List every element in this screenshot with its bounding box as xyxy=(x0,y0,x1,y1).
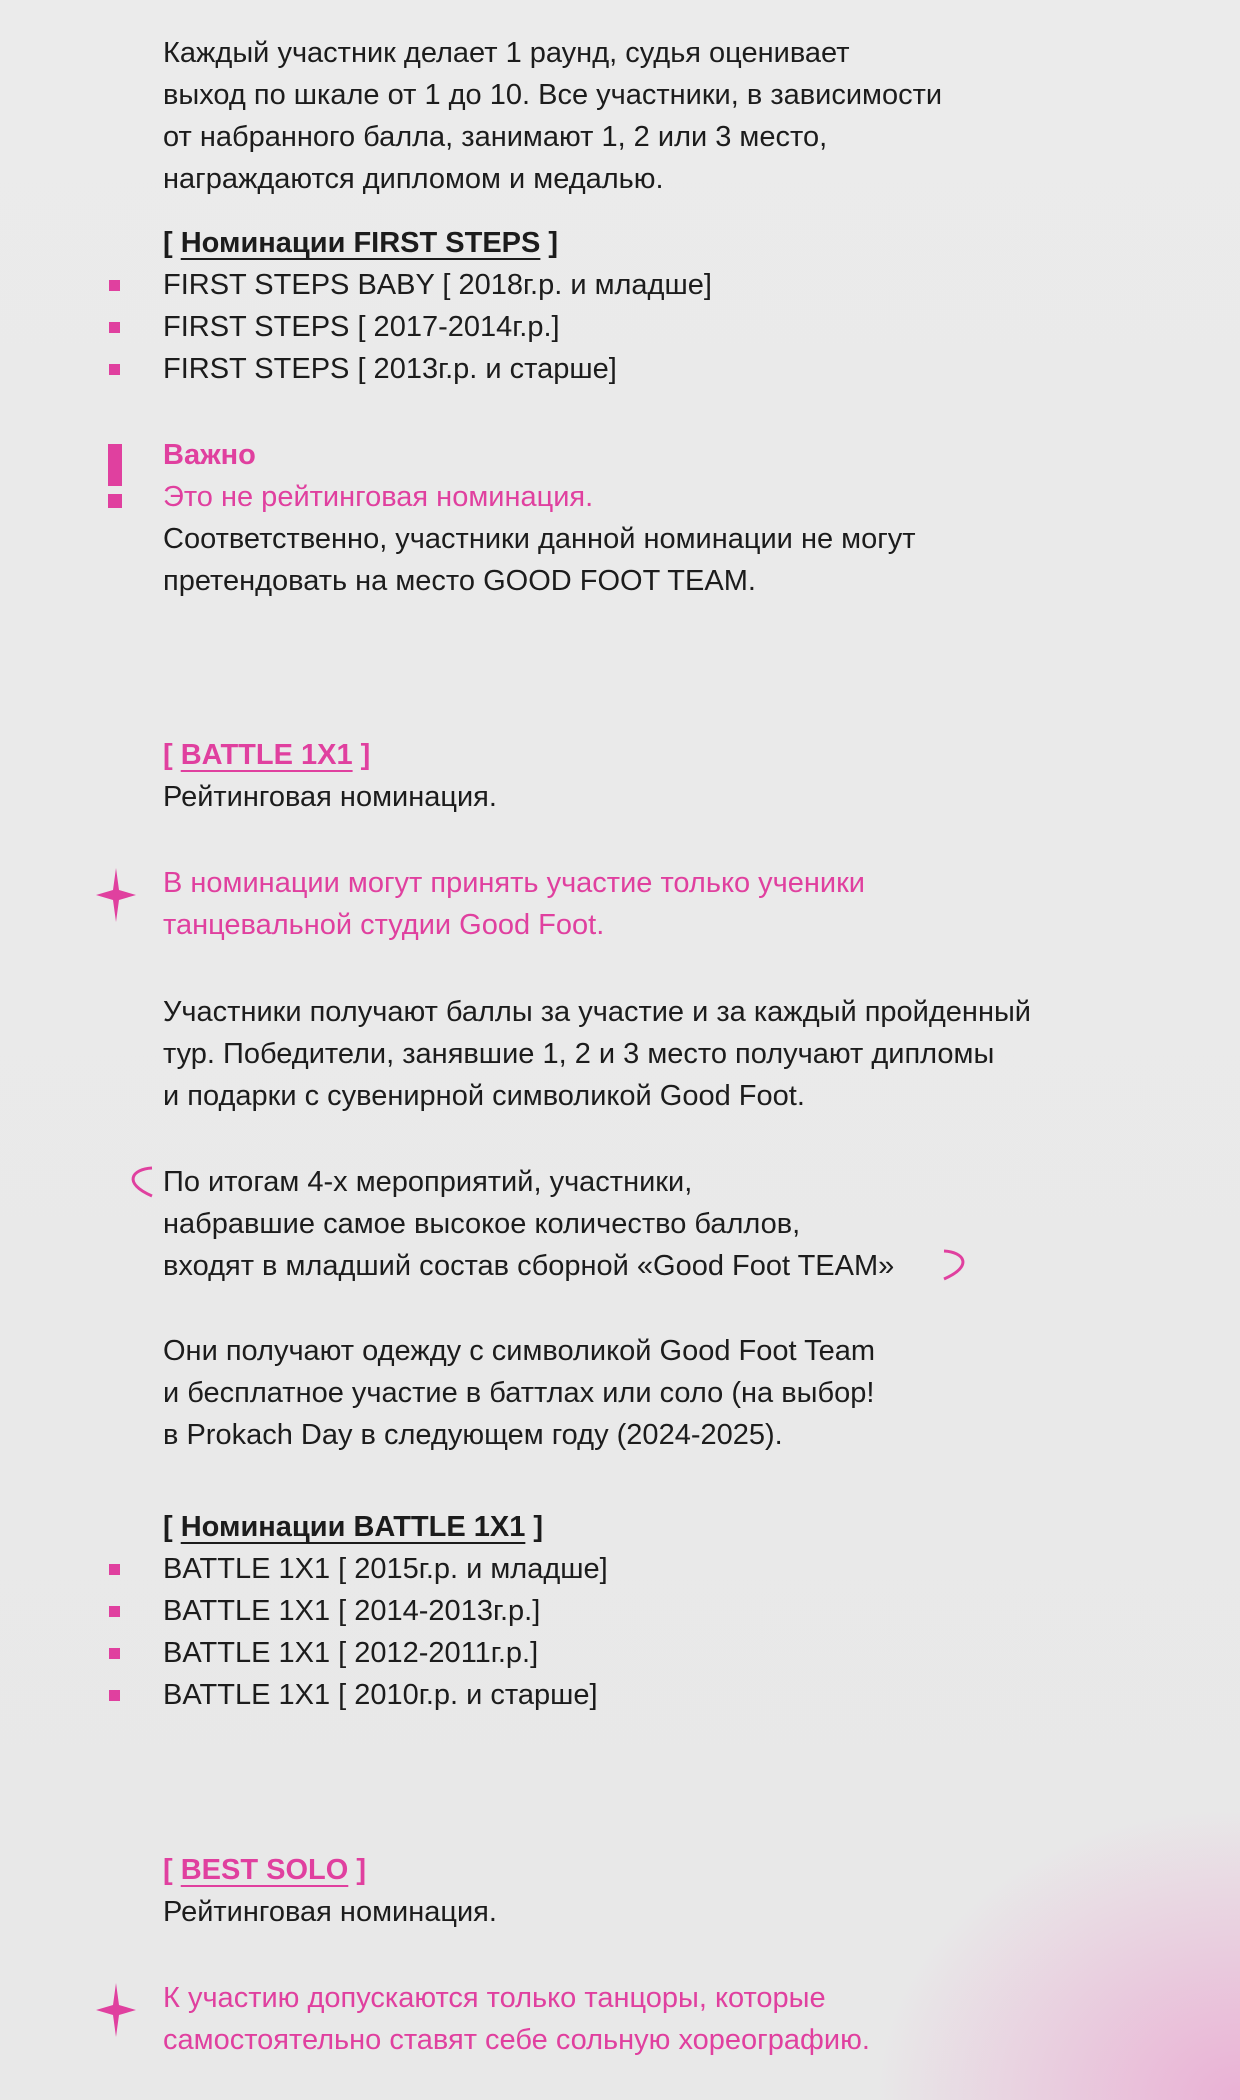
battle-list-heading-text: Номинации BATTLE 1X1 xyxy=(180,1511,526,1543)
battle-points-text: Участники получают баллы за участие и за каждый пройденный тур. Победители, занявшие 1, 2 и 3 место получают дипломы и подарки с сувенирной символикой Good Foot. xyxy=(163,996,1032,1112)
battle-points-section xyxy=(163,991,1223,1117)
list-item: FIRST STEPS [ 2013г.р. и старше] xyxy=(163,348,1123,390)
first-steps-section xyxy=(163,222,1123,390)
bullet-square-icon xyxy=(109,322,120,333)
battle-team-section xyxy=(163,1161,1123,1287)
important-section xyxy=(163,434,1123,602)
bullet-square-icon xyxy=(109,1564,120,1575)
battle-list-heading: [ Номинации BATTLE 1X1 ] xyxy=(163,1511,544,1543)
open-arc-icon xyxy=(122,1165,156,1199)
list-item: BATTLE 1X1 [ 2015г.р. и младше] xyxy=(163,1548,1123,1590)
bullet-square-icon xyxy=(109,364,120,375)
battle-list-section xyxy=(163,1506,1123,1716)
first-steps-list xyxy=(163,264,1123,390)
battle-rewards-section xyxy=(163,1330,1123,1456)
best-solo-note-section xyxy=(163,1977,1123,2061)
intro-text: Каждый участник делает 1 раунд, судья оценивает выход по шкале от 1 до 10. Все участники, в зависимости от набранного балла, занимают 1, 2 или 3 место, награждаются дипломом и медалью. xyxy=(163,37,943,195)
battle-note-section xyxy=(163,862,1123,946)
battle-team-text: По итогам 4-х мероприятий, участники, набравшие самое высокое количество баллов, входят в младший состав сборной «Good Foot TEAM» xyxy=(163,1166,895,1282)
list-item: BATTLE 1X1 [ 2014-2013г.р.] xyxy=(163,1590,1123,1632)
bullet-square-icon xyxy=(109,1606,120,1617)
intro-section xyxy=(163,32,1123,200)
bullet-square-icon xyxy=(109,1690,120,1701)
battle-rating: Рейтинговая номинация. xyxy=(163,781,497,813)
important-text: Соответственно, участники данной номинации не могут претендовать на место GOOD FOOT TEAM. xyxy=(163,523,916,597)
battle-section xyxy=(163,734,1123,818)
battle-list xyxy=(163,1548,1123,1716)
important-subtitle: Это не рейтинговая номинация. xyxy=(163,481,594,513)
battle-note: В номинации могут принять участие только ученики танцевальной студии Good Foot. xyxy=(163,867,865,941)
first-steps-heading-text: Номинации FIRST STEPS xyxy=(180,227,541,259)
bullet-square-icon xyxy=(109,280,120,291)
important-title: Важно xyxy=(163,439,256,471)
battle-heading: [ BATTLE 1X1 ] xyxy=(163,739,371,771)
battle-rewards-text: Они получают одежду с символикой Good Foot Team и бесплатное участие в баттлах или соло (на выбор! в Prokach Day в следующем году (2024-2025). xyxy=(163,1335,875,1451)
bullet-square-icon xyxy=(109,1648,120,1659)
best-solo-rating: Рейтинговая номинация. xyxy=(163,1896,497,1928)
list-item: FIRST STEPS BABY [ 2018г.р. и младше] xyxy=(163,264,1123,306)
list-item: FIRST STEPS [ 2017-2014г.р.] xyxy=(163,306,1123,348)
close-arc-icon xyxy=(940,1248,974,1282)
best-solo-section xyxy=(163,1849,1123,1933)
best-solo-heading-text: BEST SOLO xyxy=(180,1854,349,1886)
first-steps-heading: [ Номинации FIRST STEPS ] xyxy=(163,227,559,259)
sparkle-star-icon xyxy=(96,868,136,922)
exclamation-icon xyxy=(108,444,122,508)
list-item: BATTLE 1X1 [ 2010г.р. и старше] xyxy=(163,1674,1123,1716)
list-item: BATTLE 1X1 [ 2012-2011г.р.] xyxy=(163,1632,1123,1674)
best-solo-note: К участию допускаются только танцоры, которые самостоятельно ставят себе сольную хореографию. xyxy=(163,1982,870,2056)
sparkle-star-icon xyxy=(96,1983,136,2037)
best-solo-heading: [ BEST SOLO ] xyxy=(163,1854,367,1886)
battle-heading-text: BATTLE 1X1 xyxy=(180,739,353,771)
